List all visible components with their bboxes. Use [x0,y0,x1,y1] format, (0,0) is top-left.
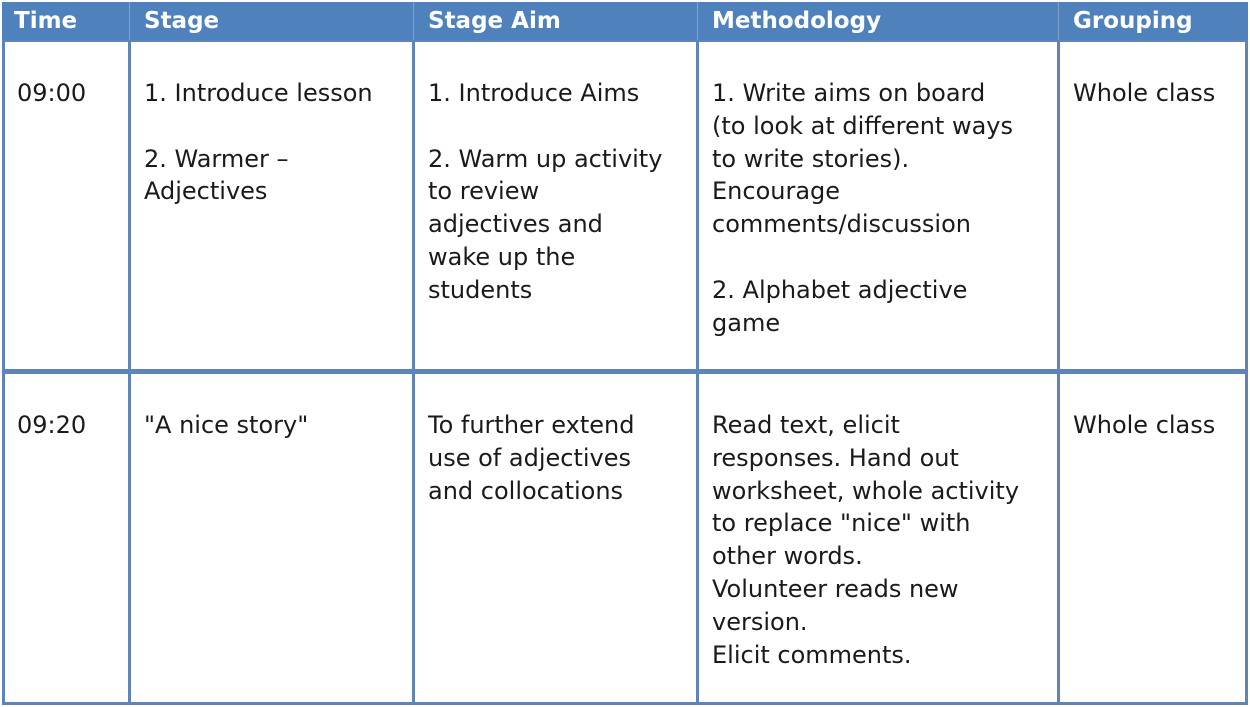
row-1-stage-aim-cell [415,42,696,369]
row-1-time: 09:00 [17,79,87,107]
row-1-methodology-cell [699,42,1057,369]
row-2-stage-cell [131,374,412,702]
row-1-stage-cell [131,42,412,369]
row-2-methodology-item: Read text, elicit responses. Hand out worksheet, whole activity to replace "nice" with other words. Volunteer reads new version. Elicit comments. [712,411,1020,669]
header-stage-aim: Stage Aim [428,8,561,34]
header-methodology: Methodology [712,8,882,34]
header-stage: Stage [144,8,220,34]
row-2-grouping-cell [1060,374,1245,702]
row-2-stage-aim-cell [415,374,696,702]
header-divider [413,2,414,40]
row-2-methodology-cell [699,374,1057,702]
lesson-plan-table [2,2,1248,705]
row-1-methodology-item: 1. Write aims on board (to look at different ways to write stories). Encourage comments/discussion [712,79,1013,239]
row-1-time-cell [5,42,128,369]
row-2-grouping: Whole class [1073,411,1216,439]
row-2-time-cell [5,374,128,702]
row-1-stage-item: 1. Introduce lesson [144,79,373,107]
header-divider [697,2,698,40]
header-time: Time [14,8,78,34]
table-header [2,2,1248,40]
row-2-time: 09:20 [17,411,87,439]
row-2-stage-item: "A nice story" [144,411,309,439]
row-1-grouping-cell [1060,42,1245,369]
row-1-stage-aim-item: 2. Warm up activity to review adjectives and wake up the students [428,144,663,304]
row-1-methodology-item: 2. Alphabet adjective game [712,275,968,337]
header-divider [1058,2,1059,40]
row-1-grouping: Whole class [1073,79,1216,107]
header-grouping: Grouping [1073,8,1193,34]
row-2-stage-aim-item: To further extend use of adjectives and collocations [428,411,635,505]
row-1-stage-aim-item: 1. Introduce Aims [428,79,640,107]
row-1-stage-item: 2. Warmer – Adjectives [144,144,289,206]
header-divider [129,2,130,40]
